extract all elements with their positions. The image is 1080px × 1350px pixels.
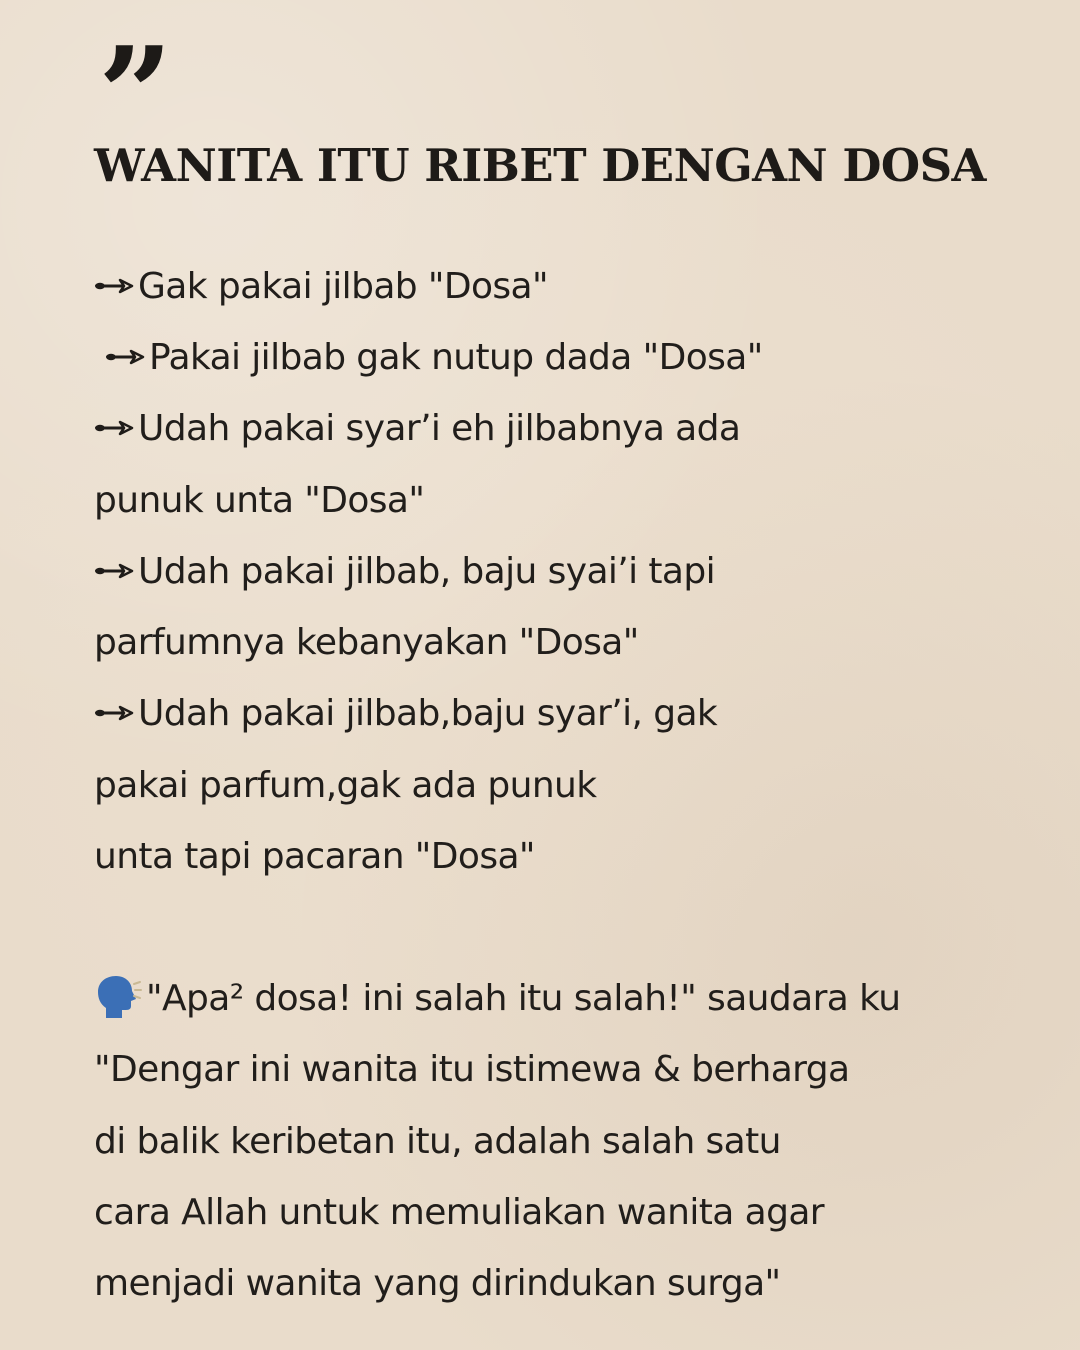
closing-line: menjadi wanita yang dirindukan surga" [94, 1263, 781, 1304]
list-item [94, 547, 715, 597]
closing-line: di balik keribetan itu, adalah salah satu [94, 1121, 781, 1162]
arrow-bullet-icon [94, 563, 134, 579]
list-item-text: Gak pakai jilbab "Dosa" [138, 266, 548, 307]
closing-line: "Dengar ini wanita itu istimewa & berharga [94, 1049, 850, 1090]
page-title: WANITA ITU RIBET DENGAN DOSA [94, 139, 986, 192]
list-item-continuation: pakai parfum,gak ada punuk [94, 765, 597, 806]
arrow-bullet-icon [94, 420, 134, 436]
list-item [105, 333, 763, 383]
closing-quote-mark: ” [98, 18, 167, 171]
arrow-bullet-icon [105, 349, 145, 365]
closing-line: cara Allah untuk memuliakan wanita agar [94, 1192, 824, 1233]
list-item-continuation: punuk unta "Dosa" [94, 480, 425, 521]
speaking-head-icon [94, 974, 142, 1020]
list-item [94, 262, 548, 312]
arrow-bullet-icon [94, 278, 134, 294]
closing-line [94, 974, 900, 1024]
list-item-continuation: unta tapi pacaran "Dosa" [94, 836, 535, 877]
arrow-bullet-icon [94, 705, 134, 721]
list-item-text: Udah pakai syar’i eh jilbabnya ada [138, 408, 741, 449]
closing-text: "Apa² dosa! ini salah itu salah!" saudara ku [146, 978, 901, 1019]
list-item-text: Udah pakai jilbab,baju syar’i, gak [138, 693, 718, 734]
list-item [94, 404, 740, 454]
list-item-text: Pakai jilbab gak nutup dada "Dosa" [149, 337, 763, 378]
list-item-text: Udah pakai jilbab, baju syai’i tapi [138, 551, 716, 592]
list-item-continuation: parfumnya kebanyakan "Dosa" [94, 622, 639, 663]
list-item [94, 689, 717, 739]
